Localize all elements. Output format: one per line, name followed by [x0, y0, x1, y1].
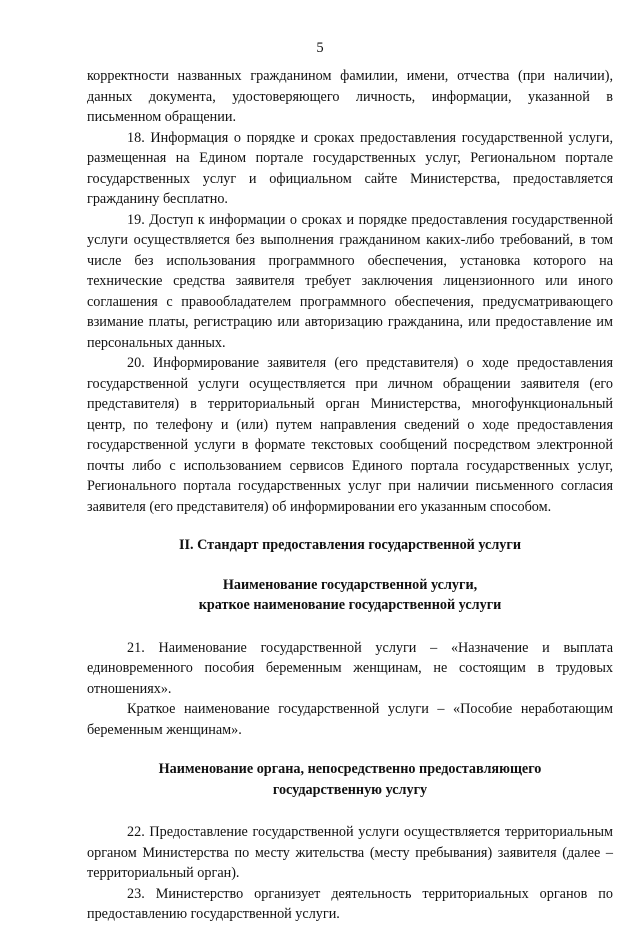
- paragraph-21: 21. Наименование государственной услуги – «Назначение и выплата единовременного пособия беременным женщинам, не состоящим в трудовых отношениях».: [87, 639, 613, 697]
- subheading-service-name-line1: Наименование государственной услуги,: [222, 576, 478, 593]
- paragraph-22: 22. Предоставление государственной услуги осуществляется территориальным органом Министерства по месту жительства (месту пребывания) заявителя (далее – территориальный орган).: [87, 824, 613, 881]
- subheading-service-name-line2: краткое наименование государственной услуги: [198, 597, 502, 613]
- subheading-providing-body: [87, 759, 613, 800]
- subheading-service-name: [87, 575, 613, 616]
- page-number: 5: [316, 40, 324, 56]
- subheading-providing-body-line1: Наименование органа, непосредственно предоставляющего: [158, 761, 542, 777]
- paragraph-19: 19. Доступ к информации о сроках и порядке предоставления государственной услуги осуществляется без выполнения гражданином каких-либо требований, в том числе без использования программного обеспечения, установка которого на технические средства заявителя требует заключения лицензионного или иного соглашения с правообладателем программного обеспечения, предусматривающего взимание платы, регистрацию или авторизацию гражданина, или предоставление им персональных данных.: [87, 211, 613, 351]
- document-body: [87, 66, 613, 925]
- paragraph-20: 20. Информирование заявителя (его представителя) о ходе предоставления государственной услуги осуществляется при личном обращении заявителя (его представителя) в территориальный орган Министерства, многофункциональный центр, по телефону и (или) путем направления сведений о ходе предоставления государственной услуги в формате текстовых сообщений посредством электронной почты либо с использованием сервисов Единого портала государственных услуг, Регионального портала государственных услуг при наличии письменного согласия заявителя (его представителя) об информировании его указанным способом.: [87, 355, 613, 515]
- section-heading-standard: II. Стандарт предоставления государственной услуги: [178, 537, 522, 553]
- paragraph-continuation: корректности названных гражданином фамилии, имени, отчества (при наличии), данных документа, удостоверяющего личность, информации, указанной в письменном обращении.: [87, 68, 613, 125]
- paragraph-18: 18. Информация о порядке и сроках предоставления государственной услуги, размещенная на Едином портале государственных услуг, Региональном портале государственных услуг и официальном сайте Министерства, предоставляется гражданину бесплатно.: [87, 129, 613, 207]
- paragraph-23: 23. Министерство организует деятельность территориальных органов по предоставлению государственной услуги.: [87, 885, 613, 922]
- paragraph-21-short-name: Краткое наименование государственной услуги – «Пособие неработающим беременным женщинам».: [87, 701, 613, 738]
- subheading-providing-body-line2: государственную услугу: [272, 781, 428, 798]
